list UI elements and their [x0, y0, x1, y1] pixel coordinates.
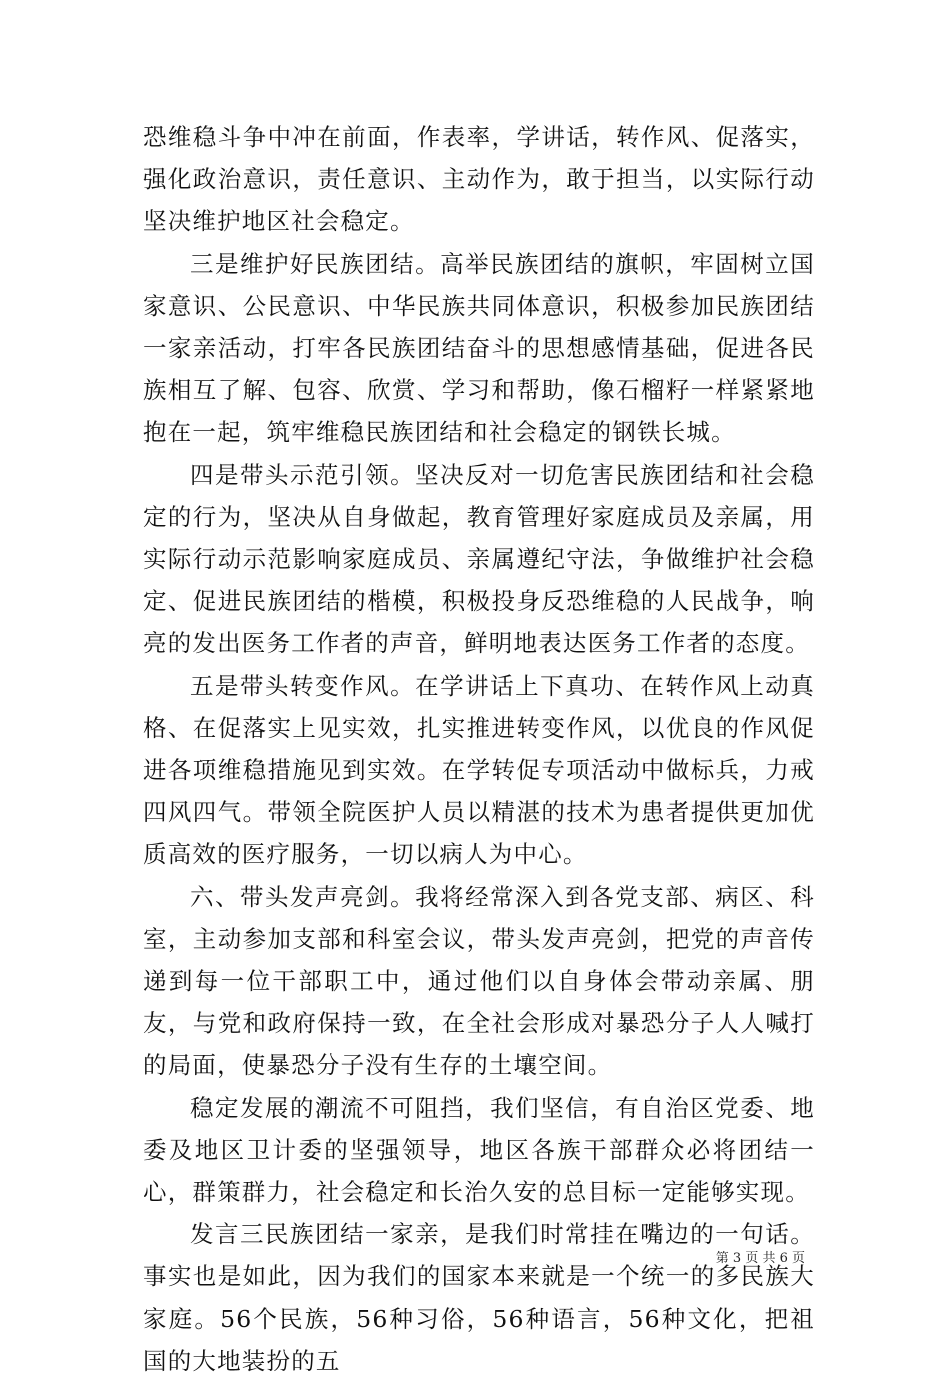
paragraph-ethnic-unity: 三是维护好民族团结。高举民族团结的旗帜，牢固树立国家意识、公民意识、中华民族共同体意识，积极参加民族团结一家亲活动，打牢各民族团结奋斗的思想感情基础，促进各民族相互了解、包容、欣赏、学习和帮助，像石榴籽一样紧紧地抱在一起，筑牢维稳民族团结和社会稳定的钢铁长城。 [143, 249, 815, 447]
paragraph-change-work-style: 五是带头转变作风。在学讲话上下真功、在转作风上动真格、在促落实上见实效，扎实推进转变作风，以优良的作风促进各项维稳措施见到实效。在学转促专项活动中做标兵，力戒四风四气。带领全院医护人员以精湛的技术为患者提供更加优质高效的医疗服务，一切以病人为中心。 [143, 671, 815, 869]
paragraph-lead-by-example: 四是带头示范引领。坚决反对一切危害民族团结和社会稳定的行为，坚决从自身做起，教育管理好家庭成员及亲属，用实际行动示范影响家庭成员、亲属遵纪守法，争做维护社会稳定、促进民族团结的楷模，积极投身反恐维稳的人民战争，响亮的发出医务工作者的声音，鲜明地表达医务工作者的态度。 [143, 460, 815, 658]
paragraph-stable-development: 稳定发展的潮流不可阻挡，我们坚信，有自治区党委、地委及地区卫计委的坚强领导，地区各族干部群众必将团结一心，群策群力，社会稳定和长治久安的总目标一定能够实现。 [143, 1093, 815, 1207]
document-body [143, 116, 815, 1382]
paragraph-speech-three: 发言三民族团结一家亲，是我们时常挂在嘴边的一句话。事实也是如此，因为我们的国家本来就是一个统一的多民族大家庭。56个民族，56种习俗，56种语言，56种文化，把祖国的大地装扮的五 [143, 1220, 815, 1375]
page-number: 第 3 页 共 6 页 [715, 1251, 805, 1266]
paragraph-continuation: 恐维稳斗争中冲在前面，作表率，学讲话，转作风、促落实，强化政治意识，责任意识、主动作为，敢于担当，以实际行动坚决维护地区社会稳定。 [143, 123, 815, 236]
paragraph-speak-up: 六、带头发声亮剑。我将经常深入到各党支部、病区、科室，主动参加支部和科室会议，带头发声亮剑，把党的声音传递到每一位干部职工中，通过他们以自身体会带动亲属、朋友，与党和政府保持一致，在全社会形成对暴恐分子人人喊打的局面，使暴恐分子没有生存的土壤空间。 [143, 882, 815, 1080]
